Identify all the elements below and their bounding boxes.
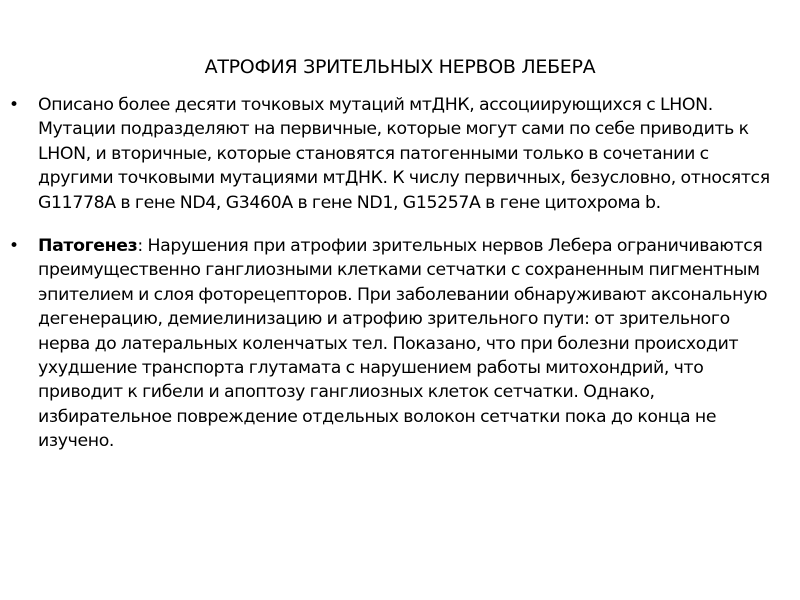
- bullet-lead-term: Патогенез: [38, 236, 138, 257]
- bullet-text: Описано более десяти точковых мутаций мтДНК, ассоциирующихся с LHON. Мутации подразделяют на первичные, которые могут сами по себе приводить к LHON, и вторичные, которые становятся патогенными только в сочетании с другими точковыми мутациями мтДНК. К числу первичных, безусловно, относятся G11778A в гене ND4, G3460A в гене ND1, G15257A в гене цитохрома b.: [38, 95, 770, 213]
- bullet-icon: •: [9, 95, 19, 115]
- bullet-item-pathogenesis: [0, 234, 800, 454]
- bullet-icon: •: [9, 236, 19, 257]
- bullet-item-mutations: [0, 93, 800, 215]
- bullet-list: [0, 93, 800, 454]
- bullet-text: : Нарушения при атрофии зрительных нервов Лебера ограничиваются преимущественно ганглиозными клетками сетчатки с сохраненным пигментным эпителием и слоя фоторецепторов. При заболевании обнаруживают аксональную дегенерацию, демиелинизацию и атрофию зрительного пути: от зрительного нерва до латеральных коленчатых тел. Показано, что при болезни происходит ухудшение транспорта глутамата с нарушением работы митохондрий, что приводит к гибели и апоптозу ганглиозных клеток сетчатки. Однако, избирательное повреждение отдельных волокон сетчатки пока до конца не изучено.: [38, 236, 768, 452]
- slide-title: АТРОФИЯ ЗРИТЕЛЬНЫХ НЕРВОВ ЛЕБЕРА: [204, 56, 596, 78]
